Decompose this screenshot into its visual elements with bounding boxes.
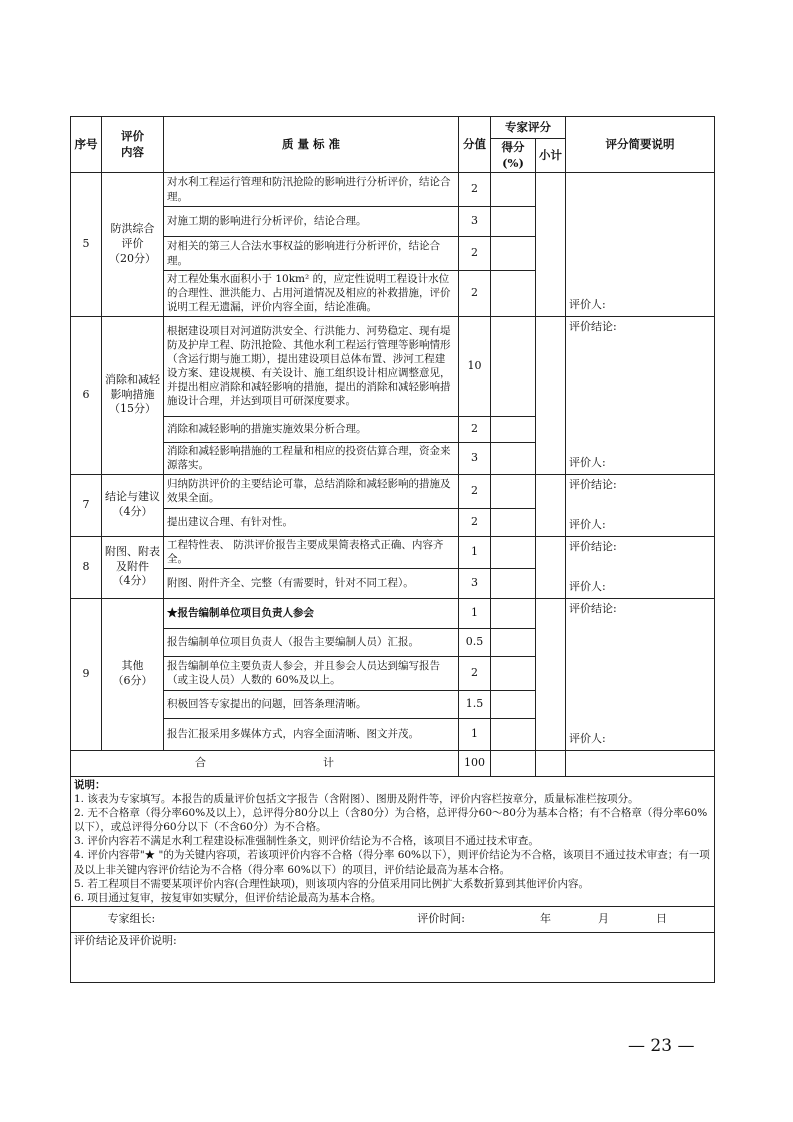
- section-name-line: （20分）: [109, 251, 156, 265]
- item-score: 3: [459, 568, 491, 598]
- note-line: 4. 评价内容带"★ "的为关键内容项，若该项评价内容不合格（得分率 60%以下），则评价结论为不合格，该项目不通过技术审查；有一项及以上非关键内容评价结论为不合格（得分率 60%以下）的项目，评价结论最高为基本合格。: [74, 849, 710, 876]
- note-line: 2. 无不合格章（得分率60%及以上），总评得分80分以上（含80分）为合格，总评得分60～80分为基本合格；有不合格章（得分率60%以下），或总评得分60分以下（不含60分）为不合格。: [74, 806, 708, 834]
- item-score: 3: [459, 207, 491, 237]
- item-score: 2: [459, 508, 491, 536]
- score-pct-cell[interactable]: [491, 656, 536, 690]
- score-pct-cell[interactable]: [491, 508, 536, 536]
- subtotal-cell[interactable]: [536, 536, 566, 598]
- item-score: 2: [459, 474, 491, 508]
- section-name-line: 结论与建议: [105, 490, 160, 504]
- eval-conclusion-label: 评价结论:: [569, 477, 617, 491]
- section-name-line: 及附件: [116, 559, 149, 573]
- section-name: [102, 536, 164, 598]
- item-score: 2: [459, 656, 491, 690]
- eval-conclusion-label: 评价结论:: [569, 601, 617, 615]
- score-pct-cell[interactable]: [491, 690, 536, 718]
- score-pct-cell[interactable]: [491, 598, 536, 628]
- section-seq: 7: [71, 474, 102, 536]
- score-pct-cell[interactable]: [491, 207, 536, 237]
- conclusion-label: 评价结论及评价说明:: [74, 934, 177, 948]
- evaluator-label: 评价人:: [569, 297, 606, 311]
- section-name-line: （15分）: [109, 402, 156, 416]
- notes-title: 说明：: [74, 778, 106, 791]
- notes-cell: [71, 776, 715, 907]
- standard-text: 根据建设项目对河道防洪安全、行洪能力、河势稳定、现有堤防及护岸工程、防汛抢险、其他水利工程运行管理等影响情形（含运行期与施工期），提出建设项目总体布置、涉河工程建设方案、建设规模、有关设计、施工组织设计相应调整意见，并提出相应消除和减轻影响的措施，提出的消除和减轻影响措施设计合理，并达到项目可研深度要求。: [164, 316, 459, 416]
- item-score: 1: [459, 598, 491, 628]
- item-score: 0.5: [459, 628, 491, 656]
- item-score: 2: [459, 173, 491, 207]
- section-name: [102, 316, 164, 474]
- table-row: [71, 598, 715, 628]
- remarks-cell[interactable]: [566, 536, 715, 598]
- subtotal-cell[interactable]: [536, 173, 566, 317]
- standard-text: 工程特性表、 防洪评价报告主要成果简表格式正确、内容齐全。: [164, 536, 459, 568]
- section-seq: 8: [71, 536, 102, 598]
- standard-text: 归纳防洪评价的主要结论可靠，总结消除和减轻影响的措施及效果全面。: [164, 474, 459, 508]
- section-seq: 6: [71, 316, 102, 474]
- section-name-line: （4分）: [112, 505, 153, 519]
- standard-text: 对工程处集水面积小于 10km² 的，应定性说明工程设计水位的合理性、泄洪能力、占用河道情况及相应的补救措施，评价说明工程无遗漏，评价内容全面，结论准确。: [164, 271, 459, 317]
- standard-text-key-item: ★报告编制单位项目负责人参会: [164, 598, 459, 628]
- score-pct-cell[interactable]: [491, 173, 536, 207]
- standard-text: 对水利工程运行管理和防汛抢险的影响进行分析评价，结论合理。: [164, 173, 459, 207]
- header-subtotal: 小计: [536, 139, 566, 173]
- table-row: [71, 316, 715, 416]
- section-name-line: （4分）: [112, 574, 153, 588]
- score-pct-cell[interactable]: [491, 718, 536, 750]
- header-expert-group: 专家评分: [491, 117, 566, 139]
- evaluator-label: 评价人:: [569, 579, 606, 593]
- conclusion-row: [71, 933, 715, 983]
- signature-cell: [71, 907, 715, 933]
- section-name-line: 评价: [121, 236, 144, 250]
- section-name: [102, 474, 164, 536]
- score-pct-cell[interactable]: [491, 416, 536, 442]
- note-line: 6. 项目通过复审，按复审如实赋分，但评价结论最高为基本合格。: [74, 891, 382, 904]
- item-score: 1.5: [459, 690, 491, 718]
- section-seq: 5: [71, 173, 102, 317]
- standard-text: 报告编制单位主要负责人参会，并且参会人员达到编写报告（或主设人员）人数的 60%及以上。: [164, 656, 459, 690]
- section-name-line: 附图、附表: [105, 544, 160, 558]
- standard-text: 报告汇报采用多媒体方式，内容全面清晰、图文并茂。: [164, 718, 459, 750]
- score-pct-cell[interactable]: [491, 628, 536, 656]
- score-pct-cell[interactable]: [491, 474, 536, 508]
- total-label: [71, 750, 459, 776]
- note-line: 1. 该表为专家填写。本报告的质量评价包括文字报告（含附图）、图册及附件等，评价内容栏按章分，质量标准栏按项分。: [74, 792, 639, 805]
- standard-text: 消除和减轻影响的措施实施效果分析合理。: [164, 416, 459, 442]
- header-content-line1: 评价: [121, 129, 144, 143]
- expert-leader-field[interactable]: [159, 912, 414, 926]
- evaluator-label: 评价人:: [569, 517, 606, 531]
- expert-leader-label: 专家组长:: [107, 912, 156, 926]
- total-subtotal-cell[interactable]: [536, 750, 566, 776]
- standard-text: 报告编制单位项目负责人（报告主要编制人员）汇报。: [164, 628, 459, 656]
- standard-text: 对施工期的影响进行分析评价，结论合理。: [164, 207, 459, 237]
- header-standard: 质 量 标 准: [164, 117, 459, 173]
- eval-time-label: 评价时间:: [417, 912, 465, 926]
- section-name: [102, 173, 164, 317]
- score-pct-cell[interactable]: [491, 536, 536, 568]
- section-name: [102, 598, 164, 750]
- item-score: 2: [459, 271, 491, 317]
- score-pct-cell[interactable]: [491, 271, 536, 317]
- header-score-pct: 得分(%): [491, 139, 536, 173]
- year-label: 年: [539, 912, 551, 926]
- table-row: [71, 536, 715, 568]
- header-content-line2: 内容: [121, 144, 144, 159]
- day-label: 日: [655, 912, 667, 926]
- header-content: [102, 117, 164, 173]
- remarks-cell[interactable]: [566, 316, 715, 474]
- standard-text: 积极回答专家提出的问题，回答条理清晰。: [164, 690, 459, 718]
- score-pct-cell[interactable]: [491, 316, 536, 416]
- item-score: 3: [459, 442, 491, 474]
- remarks-cell[interactable]: [566, 598, 715, 750]
- item-score: 1: [459, 536, 491, 568]
- total-remarks-cell[interactable]: [566, 750, 715, 776]
- subtotal-cell[interactable]: [536, 316, 566, 474]
- standard-text: 对相关的第三人合法水事权益的影响进行分析评价，结论合理。: [164, 237, 459, 271]
- signature-row: [71, 907, 715, 933]
- header-remarks: 评分简要说明: [566, 117, 715, 173]
- eval-conclusion-label: 评价结论:: [569, 319, 617, 333]
- note-line: 5. 若工程项目不需要某项评价内容(合理性缺项)，则该项内容的分值采用同比例扩大系数折算到其他评价内容。: [74, 877, 590, 890]
- evaluator-label: 评价人:: [569, 455, 606, 469]
- page-number: — 23 —: [628, 1036, 695, 1056]
- section-name-line: 其他: [121, 659, 144, 673]
- item-score: 2: [459, 416, 491, 442]
- section-name-line: 影响措施: [110, 387, 155, 401]
- evaluator-label: 评价人:: [569, 731, 606, 745]
- item-score: 10: [459, 316, 491, 416]
- table-row: [71, 474, 715, 508]
- header-score: 分值: [459, 117, 491, 173]
- header-row-1: [71, 117, 715, 139]
- total-row: [71, 750, 715, 776]
- section-name-line: （6分）: [112, 674, 153, 688]
- remarks-cell[interactable]: [566, 474, 715, 536]
- conclusion-cell[interactable]: [71, 933, 715, 983]
- table-row: [71, 173, 715, 207]
- notes-row: [71, 776, 715, 907]
- section-name-line: 防洪综合: [110, 222, 155, 236]
- standard-text: 消除和减轻影响措施的工程量和相应的投资估算合理，资金来源落实。: [164, 442, 459, 474]
- remarks-cell[interactable]: [566, 173, 715, 317]
- score-pct-cell[interactable]: [491, 237, 536, 271]
- item-score: 1: [459, 718, 491, 750]
- eval-conclusion-label: 评价结论:: [569, 539, 617, 553]
- standard-text: 提出建议合理、有针对性。: [164, 508, 459, 536]
- total-label-right: 计: [323, 755, 334, 769]
- section-seq: 9: [71, 598, 102, 750]
- score-pct-cell[interactable]: [491, 568, 536, 598]
- month-label: 月: [597, 912, 609, 926]
- quality-evaluation-table: [70, 116, 715, 983]
- header-seq: 序号: [71, 117, 102, 173]
- section-name-line: 消除和减轻: [105, 372, 160, 386]
- note-line: 3. 评价内容若不满足水利工程建设标准强制性条文，则评价结论为不合格，该项目不通过技术审查。: [74, 835, 539, 848]
- total-score-pct-cell[interactable]: [491, 750, 536, 776]
- standard-text: 附图、附件齐全、完整（有需要时，针对不同工程）。: [164, 568, 459, 598]
- subtotal-cell[interactable]: [536, 598, 566, 750]
- total-score: 100: [459, 750, 491, 776]
- total-label-left: 合: [195, 755, 206, 769]
- score-pct-cell[interactable]: [491, 442, 536, 474]
- item-score: 2: [459, 237, 491, 271]
- subtotal-cell[interactable]: [536, 474, 566, 536]
